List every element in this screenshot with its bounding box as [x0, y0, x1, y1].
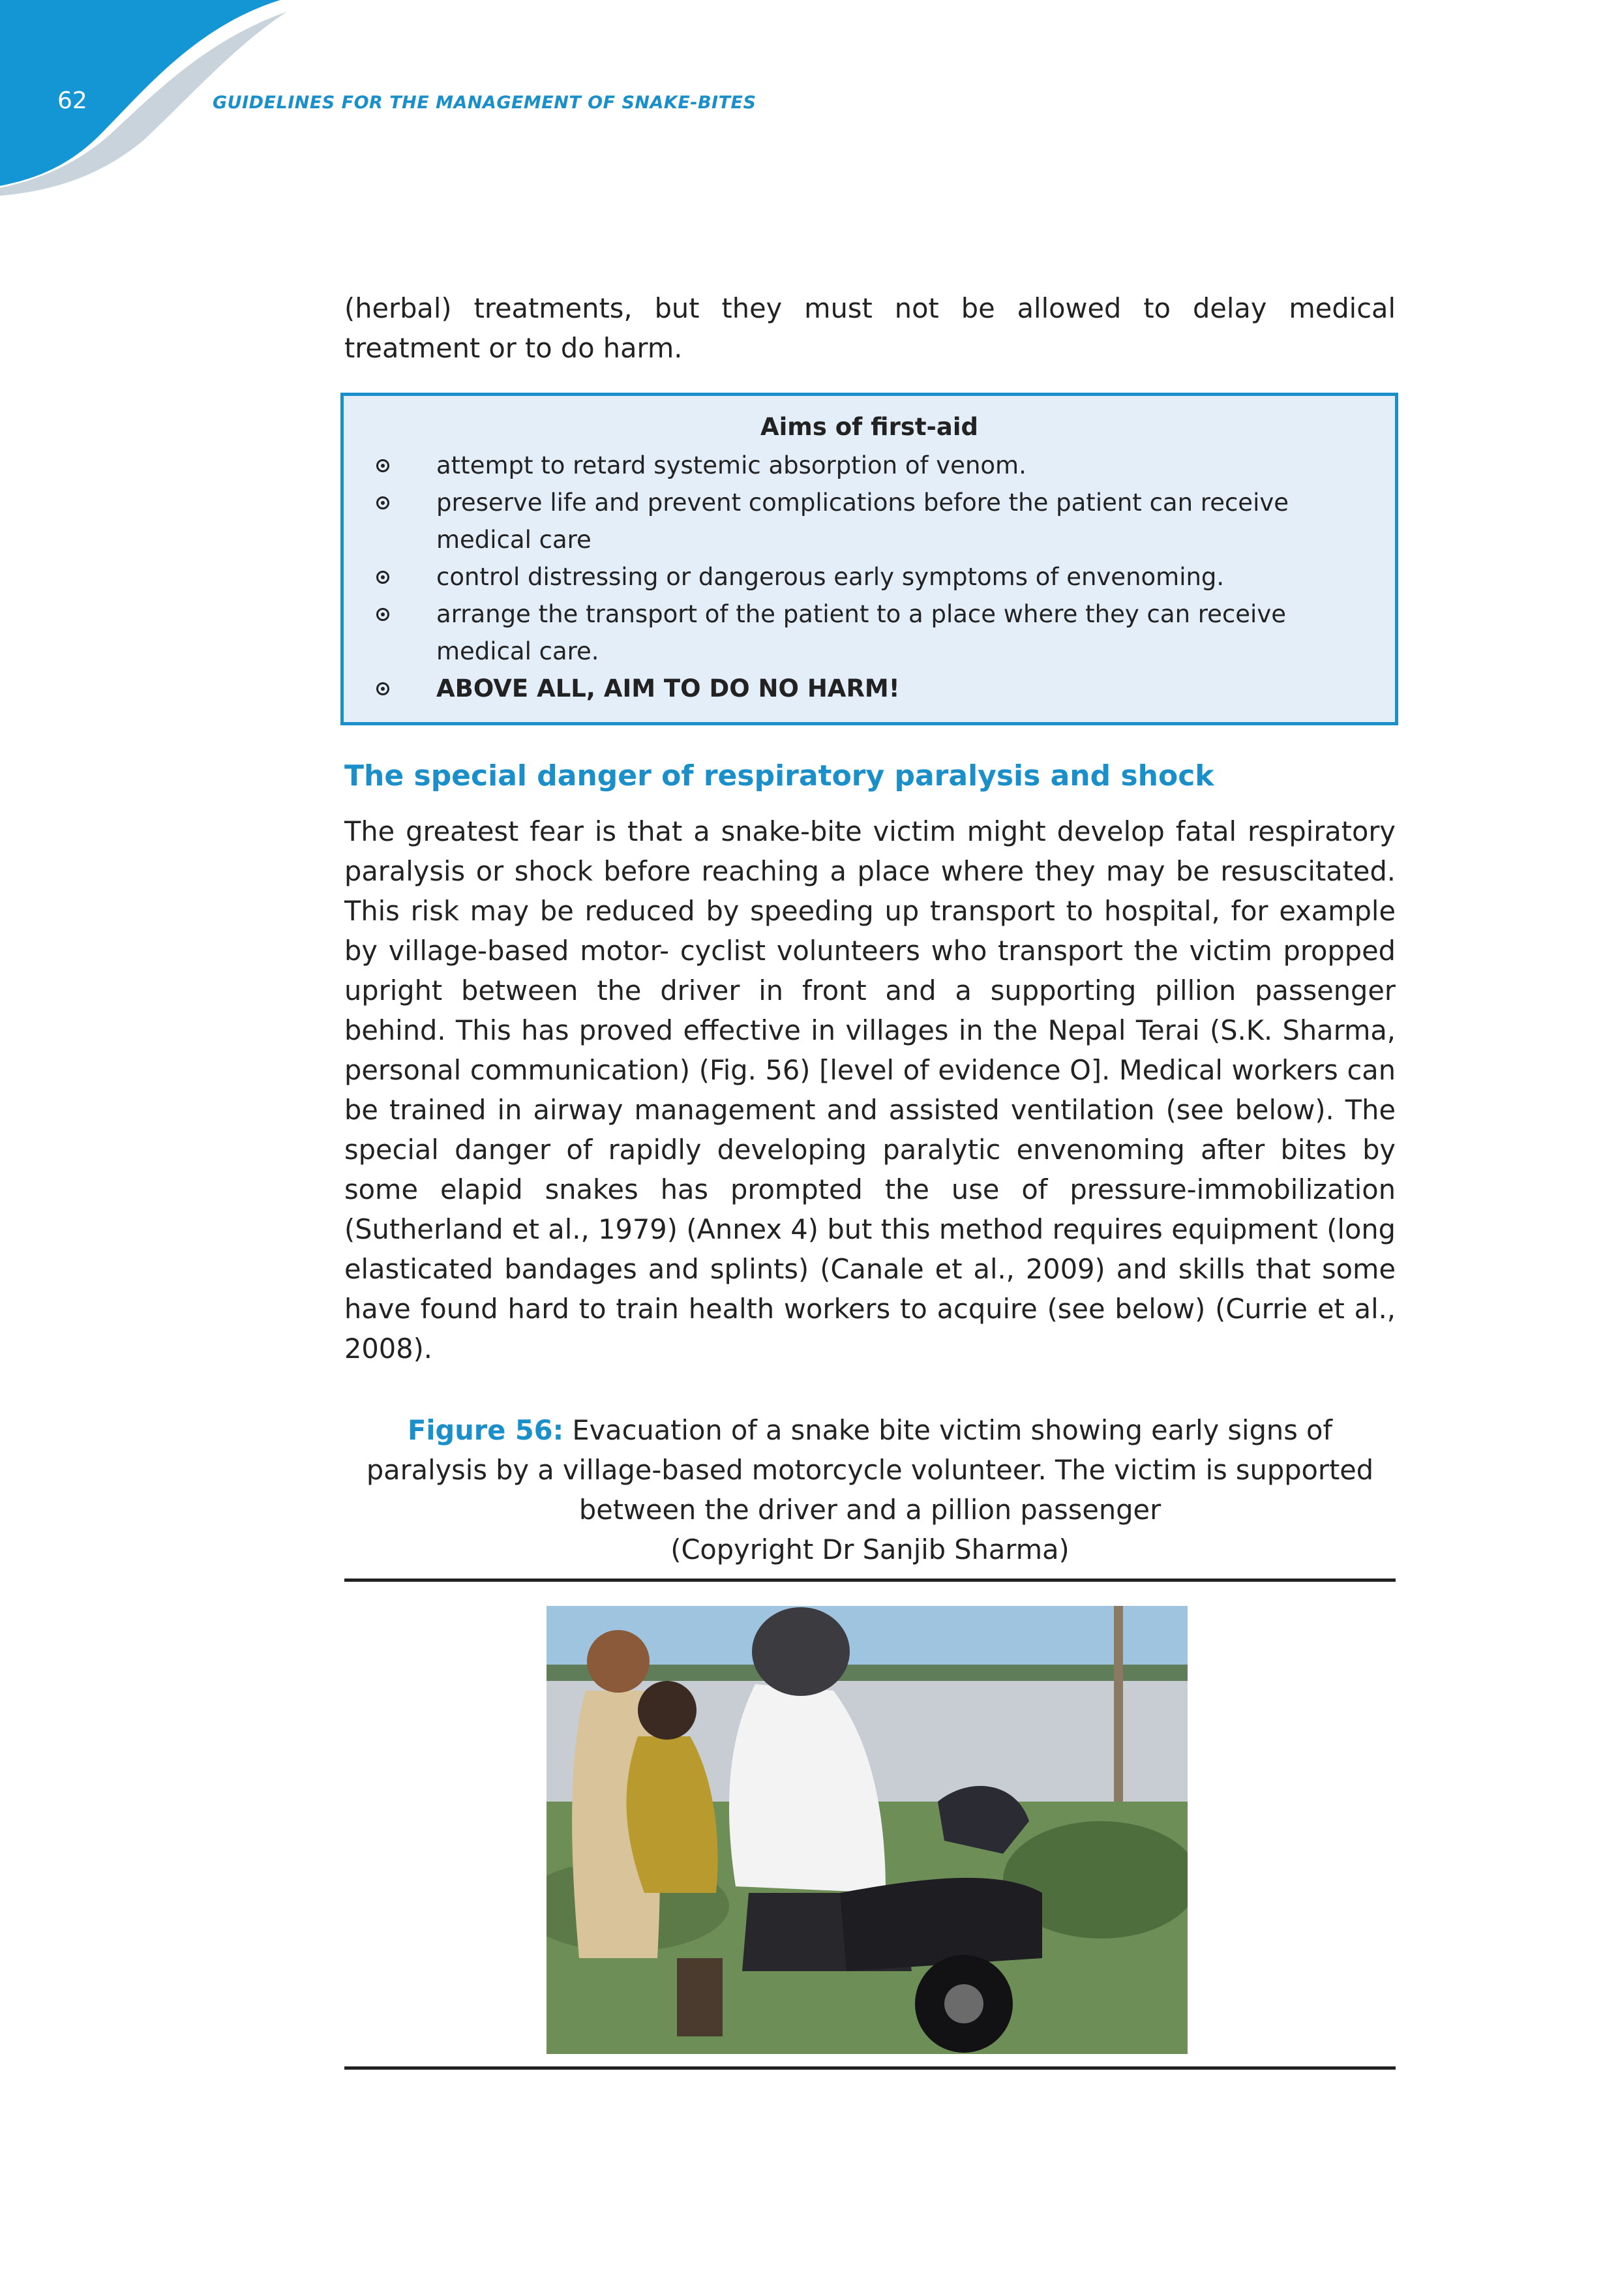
figure-rule-top [344, 1578, 1396, 1582]
page-number: 62 [57, 87, 87, 114]
figure-photo [547, 1606, 1188, 2054]
bullet-icon [376, 682, 389, 695]
figure-caption [344, 1410, 1396, 1569]
figure-caption-text: Evacuation of a snake bite victim showing early signs of paralysis by a village-based motorcycle volunteer. The victim is supported between the driver and a pillion passenger [366, 1414, 1374, 1526]
list-item: ABOVE ALL, AIM TO DO NO HARM! [370, 670, 1348, 707]
figure-copyright: (Copyright Dr Sanjib Sharma) [670, 1533, 1070, 1565]
section-paragraph: The greatest fear is that a snake-bite victim might develop fatal respiratory paralysis or shock before reaching a place where they may be resuscitated. This risk may be reduced by speeding up transport to hospital, for example by village-based motor- cyclist volunteers who transport the victim propped upright between the driver in front and a supporting pillion passenger behind. This has proved effective in villages in the Nepal Terai (S.K. Sharma, personal communication) (Fig. 56) [level of evidence O]. Medical workers can be trained in airway management and assisted ventilation (see below). The special danger of rapidly developing paralytic envenoming after bites by some elapid snakes has prompted the use of pressure-immobilization (Sutherland et al., 1979) (Annex 4) but this method requires equipment (long elasticated bandages and splints) (Canale et al., 2009) and skills that some have found hard to train health workers to acquire (see below) (Currie et al., 2008). [344, 815, 1396, 1365]
aims-title: Aims of first-aid [760, 413, 979, 441]
aims-box [340, 393, 1398, 725]
bullet-icon [376, 608, 389, 621]
intro-paragraph: (herbal) treatments, but they must not be allowed to delay medical treatment or to do harm. [344, 292, 1396, 364]
list-item: control distressing or dangerous early symptoms of envenoming. [370, 558, 1348, 596]
figure-rule-bottom [344, 2066, 1396, 2070]
list-item: attempt to retard systemic absorption of venom. [370, 447, 1348, 484]
section-heading: The special danger of respiratory paralysis and shock [344, 759, 1214, 793]
running-head: GUIDELINES FOR THE MANAGEMENT OF SNAKE-BITES [213, 93, 757, 113]
bullet-icon [376, 571, 389, 584]
bullet-icon [376, 459, 389, 472]
list-item: arrange the transport of the patient to a place where they can receive medical care. [370, 596, 1348, 670]
bullet-icon [376, 496, 389, 509]
figure-label: Figure 56: [407, 1414, 564, 1446]
aims-list [370, 447, 1348, 707]
list-item: preserve life and prevent complications before the patient can receive medical care [370, 484, 1348, 558]
